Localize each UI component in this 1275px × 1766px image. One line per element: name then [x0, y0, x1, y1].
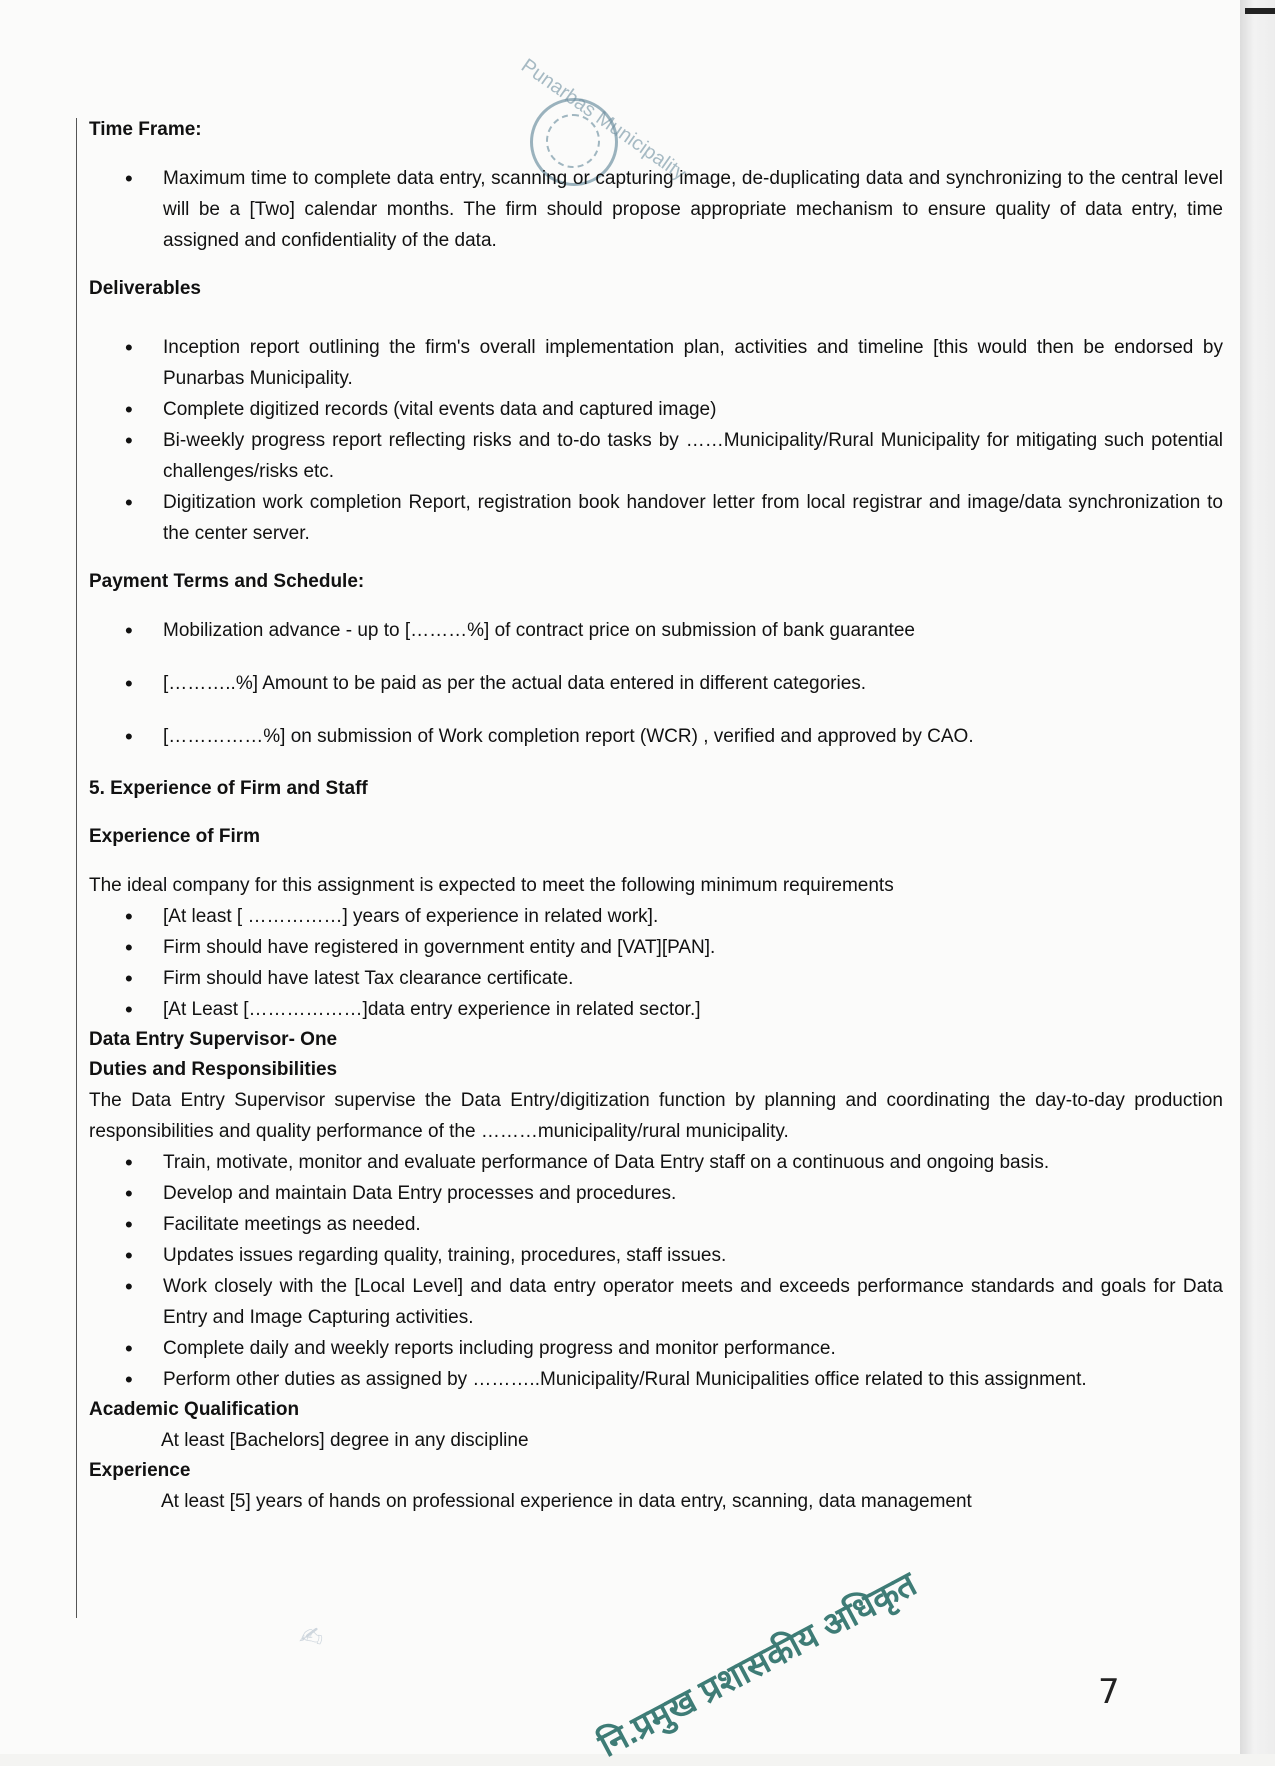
- academic-heading: Academic Qualification: [89, 1399, 300, 1420]
- list-item: • Develop and maintain Data Entry processes and procedures.: [89, 1178, 1223, 1209]
- list-item: • Inception report outlining the firm's overall implementation plan, activities and timeline [this would then be endorsed by Punarbas Municipality.: [89, 332, 1223, 394]
- list-item: • Firm should have latest Tax clearance certificate.: [89, 963, 1223, 994]
- list-item: • Facilitate meetings as needed.: [89, 1209, 1223, 1240]
- list-item: • Train, motivate, monitor and evaluate performance of Data Entry staff on a continuous and ongoing basis.: [89, 1147, 1223, 1178]
- scan-mark: [1245, 8, 1275, 14]
- section-5-heading: 5. Experience of Firm and Staff: [89, 778, 368, 799]
- payment-heading: Payment Terms and Schedule:: [89, 571, 365, 592]
- time-frame-heading: Time Frame:: [89, 119, 202, 140]
- firm-intro: The ideal company for this assignment is expected to meet the following minimum requirements: [89, 875, 894, 896]
- list-item: • Bi-weekly progress report reflecting risks and to-do tasks by ……Municipality/Rural Municipality for mitigating such potential challenges/risks etc.: [89, 425, 1223, 487]
- experience-heading: Experience: [89, 1460, 191, 1481]
- page-number: 7: [1098, 1672, 1120, 1712]
- experience-firm-heading: Experience of Firm: [89, 826, 261, 847]
- list-item: • Maximum time to complete data entry, scanning or capturing image, de-duplicating data and synchronizing to the central level will be a [Two] calendar months. The firm should propose appropriate mechanism to ensure quality of data entry, time assigned and confidentiality of the data.: [89, 163, 1223, 256]
- scan-edge: [1240, 0, 1275, 1754]
- firm-requirements-list: [89, 901, 1223, 1025]
- document-body: [89, 115, 1223, 1517]
- list-item: • Digitization work completion Report, registration book handover letter from local registrar and image/data synchronization to the center server.: [89, 487, 1223, 549]
- duties-list: [89, 1147, 1223, 1395]
- list-item: • Firm should have registered in government entity and [VAT][PAN].: [89, 932, 1223, 963]
- supervisor-intro: The Data Entry Supervisor supervise the Data Entry/digitization function by planning and coordinating the day-to-day production responsibilities and quality performance of the ………municipality/rural municipality.: [89, 1090, 1223, 1142]
- duties-heading: Duties and Responsibilities: [89, 1059, 338, 1080]
- list-item: • Mobilization advance - up to [………%] of contract price on submission of bank guarantee: [89, 615, 1223, 646]
- academic-text: At least [Bachelors] degree in any discipline: [161, 1430, 529, 1451]
- faded-signature-stamp: ✍: [297, 1618, 327, 1655]
- list-item: • Updates issues regarding quality, training, procedures, staff issues.: [89, 1240, 1223, 1271]
- time-frame-list: [89, 163, 1223, 256]
- officer-signature-stamp: नि.प्रमुख प्रशासकीय अधिकृत: [592, 1564, 923, 1765]
- deliverables-heading: Deliverables: [89, 278, 201, 299]
- list-item: • Complete digitized records (vital events data and captured image): [89, 394, 1223, 425]
- list-item: • Perform other duties as assigned by ………..Municipality/Rural Municipalities office related to this assignment.: [89, 1364, 1223, 1395]
- list-item: • [At Least [………………]data entry experience in related sector.]: [89, 994, 1223, 1025]
- deliverables-list: [89, 332, 1223, 549]
- list-item: • [………..%] Amount to be paid as per the actual data entered in different categories.: [89, 668, 1223, 699]
- margin-rule: [76, 118, 77, 1618]
- list-item: • Work closely with the [Local Level] and data entry operator meets and exceeds performance standards and goals for Data Entry and Image Capturing activities.: [89, 1271, 1223, 1333]
- seal-text: Punarbas Municipality: [517, 54, 690, 185]
- list-item: • Complete daily and weekly reports including progress and monitor performance.: [89, 1333, 1223, 1364]
- list-item: • [……………%] on submission of Work completion report (WCR) , verified and approved by CAO.: [89, 721, 1223, 752]
- supervisor-heading: Data Entry Supervisor- One: [89, 1029, 338, 1050]
- list-item: • [At least [ ……………] years of experience in related work].: [89, 901, 1223, 932]
- payment-list: [89, 615, 1223, 752]
- experience-text: At least [5] years of hands on professional experience in data entry, scanning, data management: [161, 1491, 972, 1512]
